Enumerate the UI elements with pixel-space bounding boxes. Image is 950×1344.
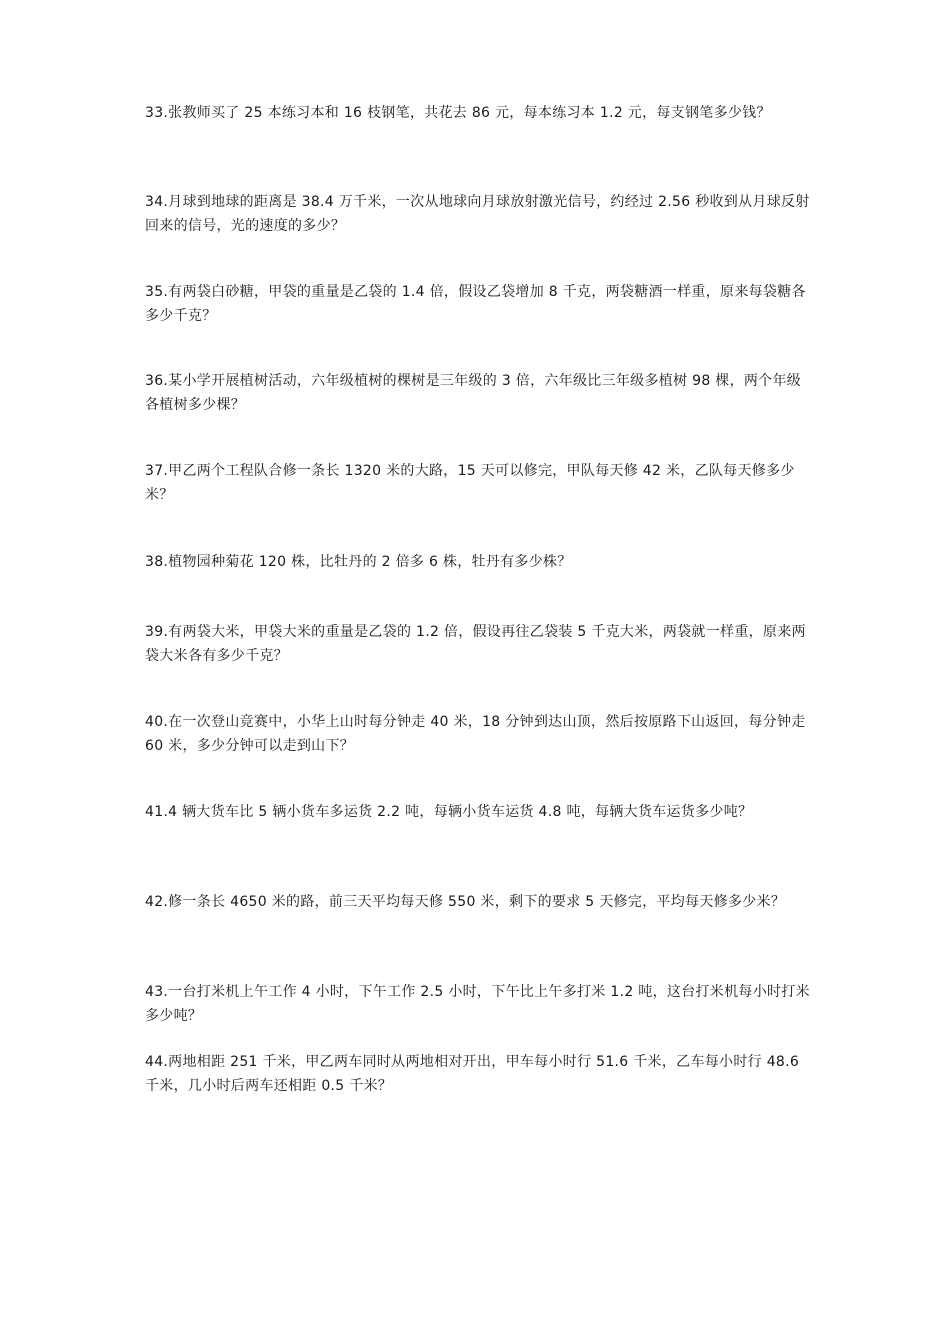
problem-39: 39.有两袋大米，甲袋大米的重量是乙袋的 1.2 倍，假设再往乙袋装 5 千克大米，两袋就一样重，原来两袋大米各有多少千克？ xyxy=(145,624,806,664)
problem-41: 41.4 辆大货车比 5 辆小货车多运货 2.2 吨，每辆小货车运货 4.8 吨，每辆大货车运货多少吨？ xyxy=(145,804,753,820)
problem-34: 34.月球到地球的距离是 38.4 万千米，一次从地球向月球放射激光信号，约经过 2.56 秒收到从月球反射回来的信号，光的速度的多少？ xyxy=(145,194,810,234)
problem-42: 42.修一条长 4650 米的路，前三天平均每天修 550 米，剩下的要求 5 天修完，平均每天修多少米？ xyxy=(145,894,786,910)
problem-40: 40.在一次登山竞赛中，小华上山时每分钟走 40 米，18 分钟到达山顶，然后按原路下山返回，每分钟走 60 米，多少分钟可以走到山下？ xyxy=(145,714,806,754)
problem-44: 44.两地相距 251 千米，甲乙两车同时从两地相对开出，甲车每小时行 51.6 千米，乙车每小时行 48.6 千米，几小时后两车还相距 0.5 千米？ xyxy=(145,1054,800,1094)
problem-35: 35.有两袋白砂糖，甲袋的重量是乙袋的 1.4 倍，假设乙袋增加 8 千克，两袋糖酒一样重，原来每袋糖各多少千克？ xyxy=(145,284,806,324)
problem-43: 43.一台打米机上午工作 4 小时，下午工作 2.5 小时，下午比上午多打米 1.2 吨，这台打米机每小时打米多少吨？ xyxy=(145,984,810,1024)
problem-33: 33.张教师买了 25 本练习本和 16 枝钢笔，共花去 86 元，每本练习本 1.2 元，每支钢笔多少钱？ xyxy=(145,105,771,121)
problem-36: 36.某小学开展植树活动，六年级植树的棵树是三年级的 3 倍，六年级比三年级多植树 98 棵，两个年级各植树多少棵？ xyxy=(145,373,802,413)
problem-37: 37.甲乙两个工程队合修一条长 1320 米的大路，15 天可以修完，甲队每天修 42 米，乙队每天修多少米？ xyxy=(145,463,795,503)
problem-38: 38.植物园种菊花 120 株，比牡丹的 2 倍多 6 株，牡丹有多少株？ xyxy=(145,554,572,570)
